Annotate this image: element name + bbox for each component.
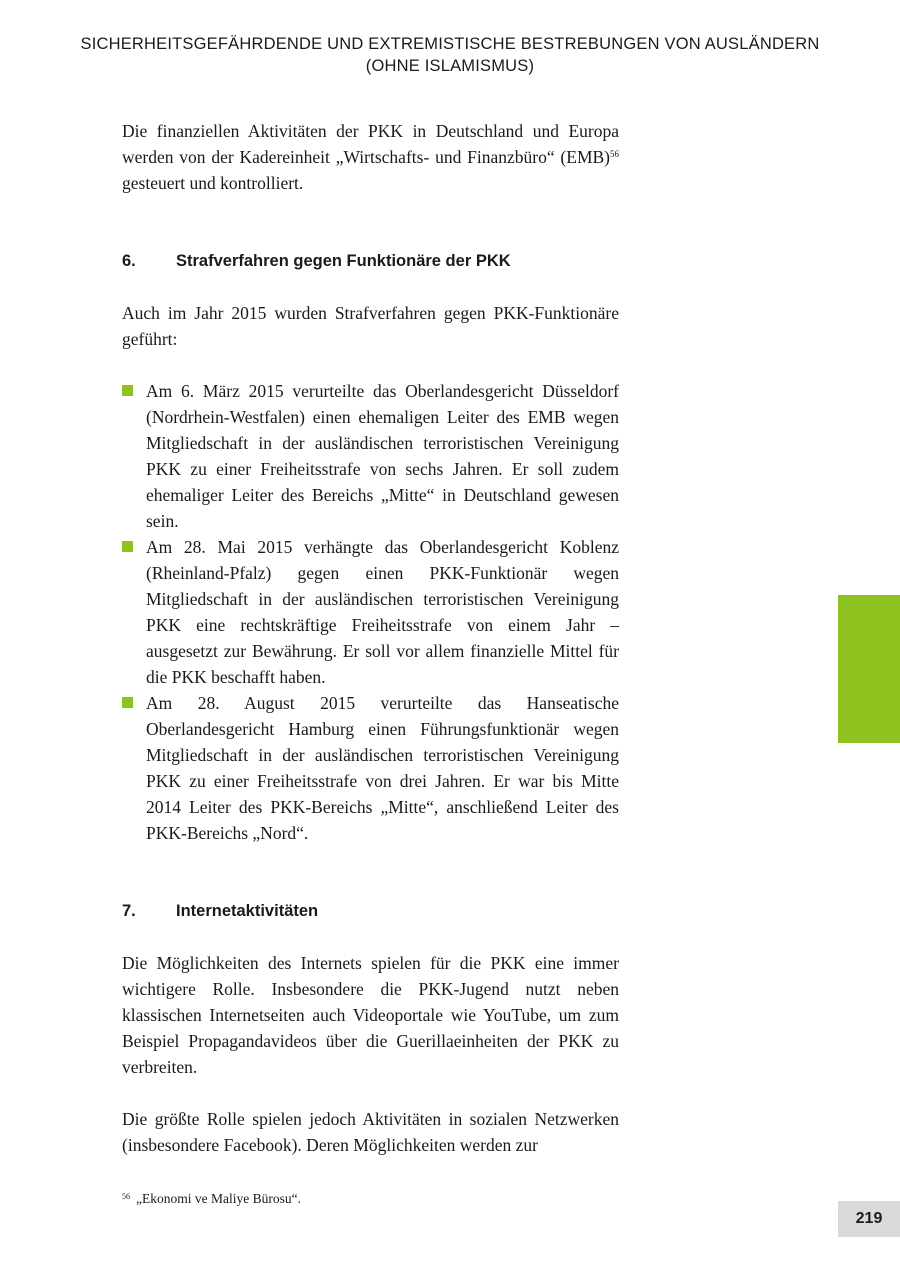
list-item [122,534,619,690]
running-header-line-1: SICHERHEITSGEFÄHRDENDE UND EXTREMISTISCHE BESTREBUNGEN VON AUSLÄNDERN [80,35,820,53]
footnote-number: 56 [122,1192,130,1201]
green-square-bullet-icon [122,697,133,708]
intro-text: Die finanziellen Aktivitäten der PKK in Deutschland und Europa werden von der Kadereinheit „Wirtschafts- und Finanzbüro“ (EMB) [122,121,619,167]
section-7-paragraph-1: Die Möglichkeiten des Internets spielen für die PKK eine immer wichtigere Rolle. Insbesondere die PKK-Jugend nutzt neben klassischen Internetseiten auch Videoportale wie YouTube, um zum Beispiel Propagandavideos über die Guerillaeinheiten der PKK zu verbreiten. [122,953,619,1077]
section-6-number: 6. [122,252,136,270]
section-7-heading [122,898,619,924]
verdict-list [122,378,619,846]
intro-text-end: gesteuert und kontrolliert. [122,173,304,193]
running-header [0,33,900,77]
main-content [122,118,619,1158]
green-square-bullet-icon [122,385,133,396]
list-item-text: Am 6. März 2015 verurteilte das Oberlandesgericht Düsseldorf (Nordrhein-Westfalen) einen ehemaligen Leiter des EMB wegen Mitgliedschaft in der ausländischen terroristischen Vereinigung PKK zu einer Freiheitsstrafe von sechs Jahren. Er soll zudem ehemaliger Leiter des Bereichs „Mitte“ in Deutschland gewesen sein. [146,381,619,531]
list-item-text: Am 28. August 2015 verurteilte das Hanseatische Oberlandesgericht Hamburg einen Führungsfunktionär wegen Mitgliedschaft in der ausländischen terroristischen Vereinigung PKK zu einer Freiheitsstrafe von drei Jahren. Er war bis Mitte 2014 Leiter des PKK-Bereichs „Mitte“, anschließend Leiter des PKK-Bereichs „Nord“. [146,693,619,843]
section-7-title: Internetaktivitäten [176,902,319,920]
running-header-line-2: (OHNE ISLAMISMUS) [365,57,535,75]
footnote-reference[interactable]: 56 [610,149,619,159]
green-square-bullet-icon [122,541,133,552]
section-6-intro: Auch im Jahr 2015 wurden Strafverfahren gegen PKK-Funktionäre geführt: [122,303,619,349]
chapter-tab-marker [838,595,900,743]
section-6-heading [122,248,619,274]
list-item [122,690,619,846]
section-6-title: Strafverfahren gegen Funktionäre der PKK [176,252,511,270]
footnote-text: „Ekonomi ve Maliye Bürosu“. [136,1191,301,1206]
list-item-text: Am 28. Mai 2015 verhängte das Oberlandesgericht Koblenz (Rheinland-Pfalz) gegen einen PKK-Funktionär wegen Mitgliedschaft in der ausländischen terroristischen Vereinigung PKK eine rechtskräftige Freiheitsstrafe von einem Jahr – ausgesetzt zur Bewährung. Er soll vor allem finanzielle Mittel für die PKK beschafft haben. [146,537,619,687]
intro-paragraph [122,118,619,196]
list-item [122,378,619,534]
footnote [122,1188,301,1208]
page-number: 219 [838,1201,900,1237]
section-7-number: 7. [122,902,136,920]
section-7-paragraph-2: Die größte Rolle spielen jedoch Aktivitäten in sozialen Netzwerken (insbesondere Facebook). Deren Möglichkeiten werden zur [122,1109,619,1155]
